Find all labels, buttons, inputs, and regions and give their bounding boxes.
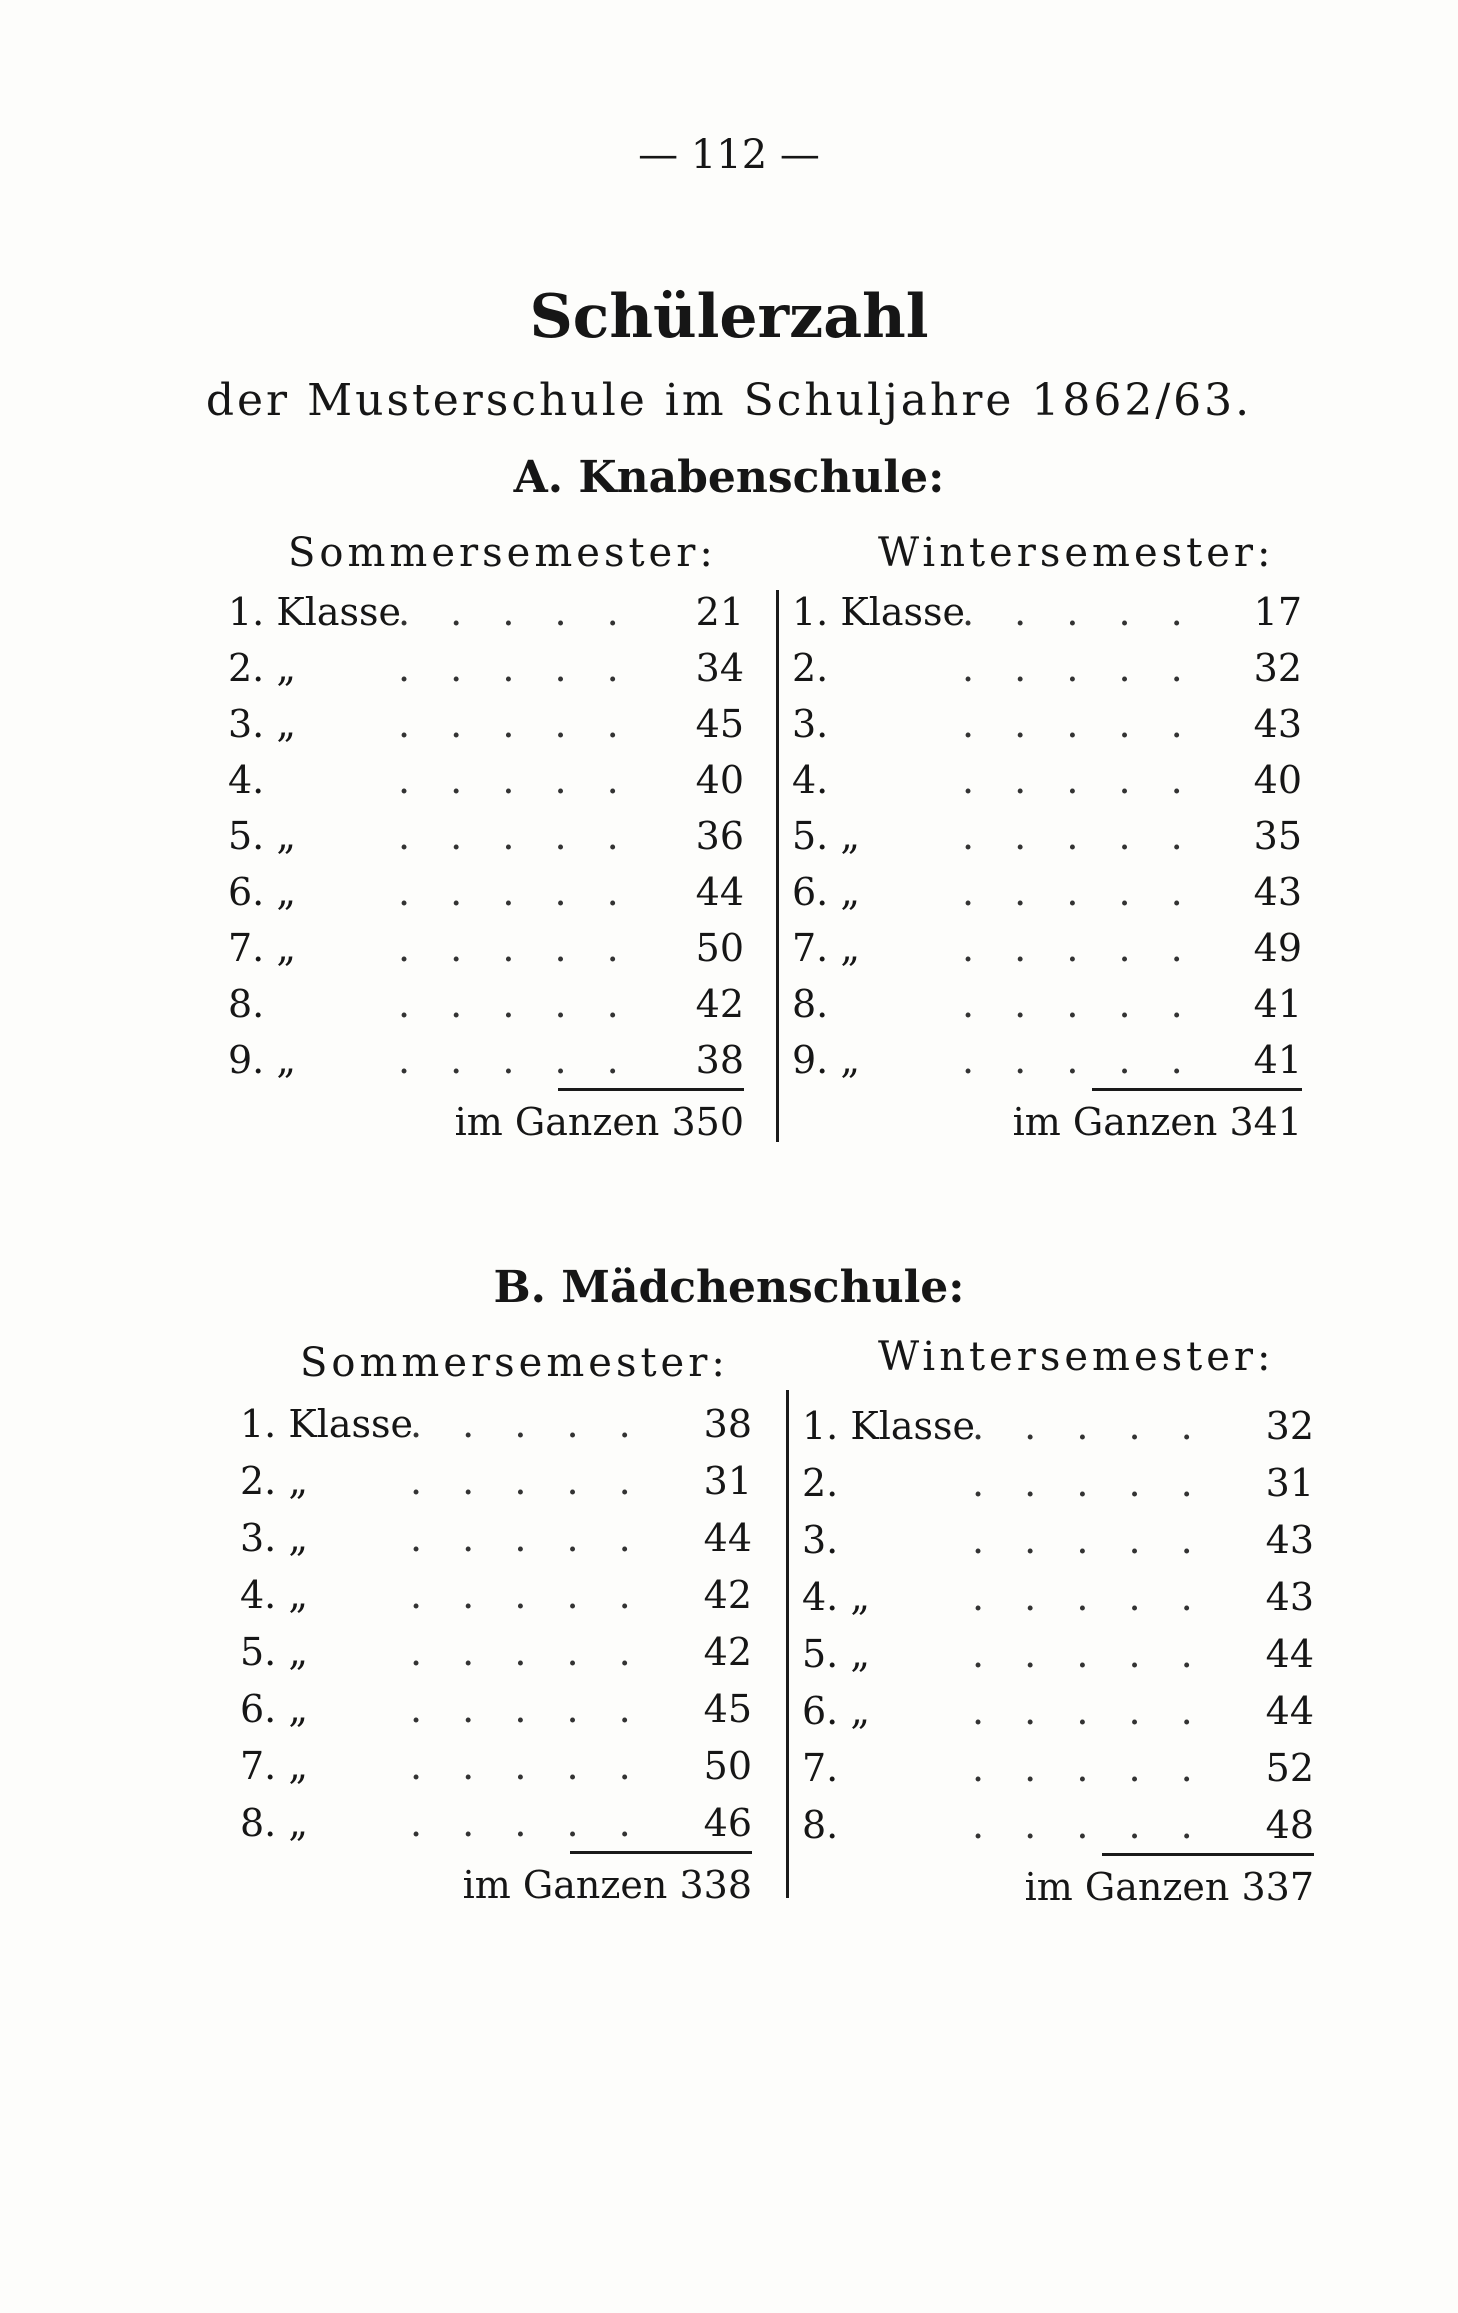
class-label: 1. Klasse bbox=[240, 1402, 414, 1446]
leader-dots: . . . . . bbox=[962, 870, 1197, 914]
student-count: 31 bbox=[703, 1459, 752, 1503]
total-value: 341 bbox=[1229, 1100, 1302, 1144]
column-heading: Sommersemester: bbox=[300, 1340, 729, 1386]
table-row bbox=[802, 1518, 1314, 1572]
total-label: im Ganzen bbox=[1012, 1100, 1218, 1144]
class-label: 5. „ bbox=[228, 814, 297, 858]
leader-dots: . . . . . bbox=[410, 1573, 645, 1617]
sum-line bbox=[558, 1088, 744, 1091]
student-count: 49 bbox=[1253, 926, 1302, 970]
table-row bbox=[240, 1459, 752, 1513]
leader-dots: . . . . . bbox=[398, 870, 633, 914]
class-label: 5. „ bbox=[802, 1632, 871, 1676]
student-count: 43 bbox=[1253, 870, 1302, 914]
table-row bbox=[228, 1038, 744, 1092]
table-row bbox=[802, 1461, 1314, 1515]
class-label: 3. „ bbox=[228, 702, 297, 746]
table-row bbox=[228, 814, 744, 868]
leader-dots: . . . . . bbox=[410, 1402, 645, 1446]
leader-dots: . . . . . bbox=[962, 590, 1197, 634]
class-label: 1. Klasse bbox=[228, 590, 402, 634]
table-row bbox=[228, 702, 744, 756]
table-row bbox=[240, 1630, 752, 1684]
table-row bbox=[792, 982, 1302, 1036]
total-row bbox=[455, 1100, 744, 1144]
table-row bbox=[792, 646, 1302, 700]
leader-dots: . . . . . bbox=[972, 1461, 1207, 1505]
table-row bbox=[792, 758, 1302, 812]
table-row bbox=[802, 1689, 1314, 1743]
class-label: 6. „ bbox=[802, 1689, 871, 1733]
table-row bbox=[802, 1575, 1314, 1629]
class-label: 1. Klasse bbox=[802, 1404, 976, 1448]
student-count: 44 bbox=[703, 1516, 752, 1560]
section-heading-boys: A. Knabenschule: bbox=[513, 452, 945, 503]
student-count: 42 bbox=[703, 1630, 752, 1674]
student-count: 34 bbox=[695, 646, 744, 690]
table-row bbox=[228, 646, 744, 700]
leader-dots: . . . . . bbox=[398, 646, 633, 690]
class-label: 2. bbox=[792, 646, 829, 690]
column-divider bbox=[786, 1390, 789, 1898]
student-count: 38 bbox=[703, 1402, 752, 1446]
leader-dots: . . . . . bbox=[972, 1632, 1207, 1676]
student-count: 44 bbox=[1265, 1689, 1314, 1733]
class-label: 6. „ bbox=[240, 1687, 309, 1731]
class-label: 1. Klasse bbox=[792, 590, 966, 634]
leader-dots: . . . . . bbox=[410, 1801, 645, 1845]
leader-dots: . . . . . bbox=[410, 1630, 645, 1674]
sum-line bbox=[1092, 1088, 1302, 1091]
class-label: 2. „ bbox=[240, 1459, 309, 1503]
table-row bbox=[228, 758, 744, 812]
total-row bbox=[1013, 1100, 1302, 1144]
class-label: 3. „ bbox=[240, 1516, 309, 1560]
column-divider bbox=[776, 590, 779, 1142]
student-count: 21 bbox=[695, 590, 744, 634]
student-count: 43 bbox=[1265, 1575, 1314, 1619]
class-label: 4. „ bbox=[802, 1575, 871, 1619]
total-value: 337 bbox=[1241, 1865, 1314, 1909]
leader-dots: . . . . . bbox=[972, 1746, 1207, 1790]
leader-dots: . . . . . bbox=[962, 926, 1197, 970]
leader-dots: . . . . . bbox=[410, 1687, 645, 1731]
leader-dots: . . . . . bbox=[410, 1744, 645, 1788]
student-count: 17 bbox=[1253, 590, 1302, 634]
student-count: 35 bbox=[1253, 814, 1302, 858]
student-count: 31 bbox=[1265, 1461, 1314, 1505]
class-label: 8. bbox=[228, 982, 265, 1026]
table-row bbox=[792, 702, 1302, 756]
class-label: 7. „ bbox=[240, 1744, 309, 1788]
table-row bbox=[802, 1803, 1314, 1857]
table-row bbox=[792, 870, 1302, 924]
class-label: 8. „ bbox=[240, 1801, 309, 1845]
table-row bbox=[240, 1573, 752, 1627]
total-value: 350 bbox=[671, 1100, 744, 1144]
leader-dots: . . . . . bbox=[962, 646, 1197, 690]
student-count: 50 bbox=[695, 926, 744, 970]
leader-dots: . . . . . bbox=[398, 982, 633, 1026]
leader-dots: . . . . . bbox=[962, 702, 1197, 746]
leader-dots: . . . . . bbox=[398, 702, 633, 746]
table-row bbox=[240, 1687, 752, 1741]
table-row bbox=[228, 926, 744, 980]
leader-dots: . . . . . bbox=[398, 926, 633, 970]
total-label: im Ganzen bbox=[462, 1863, 668, 1907]
student-count: 45 bbox=[703, 1687, 752, 1731]
total-row bbox=[463, 1863, 752, 1907]
student-count: 41 bbox=[1253, 1038, 1302, 1082]
student-count: 42 bbox=[703, 1573, 752, 1617]
leader-dots: . . . . . bbox=[962, 758, 1197, 802]
table-row bbox=[792, 926, 1302, 980]
table-row bbox=[802, 1746, 1314, 1800]
class-label: 7. bbox=[802, 1746, 839, 1790]
column-heading: Sommersemester: bbox=[288, 530, 717, 576]
class-label: 7. „ bbox=[792, 926, 861, 970]
student-count: 38 bbox=[695, 1038, 744, 1082]
table-row bbox=[792, 590, 1302, 644]
table-row bbox=[240, 1402, 752, 1456]
class-label: 8. bbox=[792, 982, 829, 1026]
class-label: 4. „ bbox=[240, 1573, 309, 1617]
student-count: 32 bbox=[1253, 646, 1302, 690]
table-row bbox=[228, 590, 744, 644]
table-row bbox=[792, 814, 1302, 868]
page-number: — 112 — bbox=[638, 132, 820, 178]
sum-line bbox=[1102, 1853, 1314, 1856]
student-count: 44 bbox=[695, 870, 744, 914]
class-label: 2. „ bbox=[228, 646, 297, 690]
table-row bbox=[240, 1744, 752, 1798]
table-row bbox=[240, 1516, 752, 1570]
leader-dots: . . . . . bbox=[962, 1038, 1197, 1082]
table-row bbox=[228, 870, 744, 924]
class-label: 3. bbox=[802, 1518, 839, 1562]
section-heading-girls: B. Mädchenschule: bbox=[493, 1262, 965, 1313]
student-count: 45 bbox=[695, 702, 744, 746]
leader-dots: . . . . . bbox=[410, 1516, 645, 1560]
leader-dots: . . . . . bbox=[972, 1518, 1207, 1562]
class-label: 7. „ bbox=[228, 926, 297, 970]
column-heading: Wintersemester: bbox=[878, 1334, 1275, 1380]
leader-dots: . . . . . bbox=[962, 814, 1197, 858]
table-row bbox=[228, 982, 744, 1036]
table-row bbox=[802, 1404, 1314, 1458]
leader-dots: . . . . . bbox=[398, 758, 633, 802]
student-count: 40 bbox=[695, 758, 744, 802]
table-row bbox=[802, 1632, 1314, 1686]
class-label: 3. bbox=[792, 702, 829, 746]
student-count: 44 bbox=[1265, 1632, 1314, 1676]
total-label: im Ganzen bbox=[1024, 1865, 1230, 1909]
class-label: 9. „ bbox=[792, 1038, 861, 1082]
student-count: 42 bbox=[695, 982, 744, 1026]
class-label: 8. bbox=[802, 1803, 839, 1847]
leader-dots: . . . . . bbox=[962, 982, 1197, 1026]
page-subtitle: der Musterschule im Schuljahre 1862/63. bbox=[205, 375, 1253, 426]
table-row bbox=[240, 1801, 752, 1855]
table-row bbox=[792, 1038, 1302, 1092]
student-count: 43 bbox=[1253, 702, 1302, 746]
total-value: 338 bbox=[679, 1863, 752, 1907]
class-label: 5. „ bbox=[240, 1630, 309, 1674]
leader-dots: . . . . . bbox=[410, 1459, 645, 1503]
class-label: 6. „ bbox=[792, 870, 861, 914]
student-count: 41 bbox=[1253, 982, 1302, 1026]
student-count: 32 bbox=[1265, 1404, 1314, 1448]
student-count: 40 bbox=[1253, 758, 1302, 802]
class-label: 4. bbox=[228, 758, 265, 802]
class-label: 2. bbox=[802, 1461, 839, 1505]
page-title: Schülerzahl bbox=[529, 282, 929, 352]
class-label: 5. „ bbox=[792, 814, 861, 858]
student-count: 43 bbox=[1265, 1518, 1314, 1562]
total-row bbox=[1025, 1865, 1314, 1909]
class-label: 4. bbox=[792, 758, 829, 802]
student-count: 46 bbox=[703, 1801, 752, 1845]
class-label: 6. „ bbox=[228, 870, 297, 914]
leader-dots: . . . . . bbox=[972, 1575, 1207, 1619]
leader-dots: . . . . . bbox=[972, 1689, 1207, 1733]
total-label: im Ganzen bbox=[454, 1100, 660, 1144]
student-count: 50 bbox=[703, 1744, 752, 1788]
leader-dots: . . . . . bbox=[972, 1803, 1207, 1847]
leader-dots: . . . . . bbox=[398, 1038, 633, 1082]
sum-line bbox=[570, 1851, 752, 1854]
leader-dots: . . . . . bbox=[398, 590, 633, 634]
student-count: 52 bbox=[1265, 1746, 1314, 1790]
class-label: 9. „ bbox=[228, 1038, 297, 1082]
leader-dots: . . . . . bbox=[972, 1404, 1207, 1448]
student-count: 36 bbox=[695, 814, 744, 858]
student-count: 48 bbox=[1265, 1803, 1314, 1847]
leader-dots: . . . . . bbox=[398, 814, 633, 858]
column-heading: Wintersemester: bbox=[878, 530, 1275, 576]
